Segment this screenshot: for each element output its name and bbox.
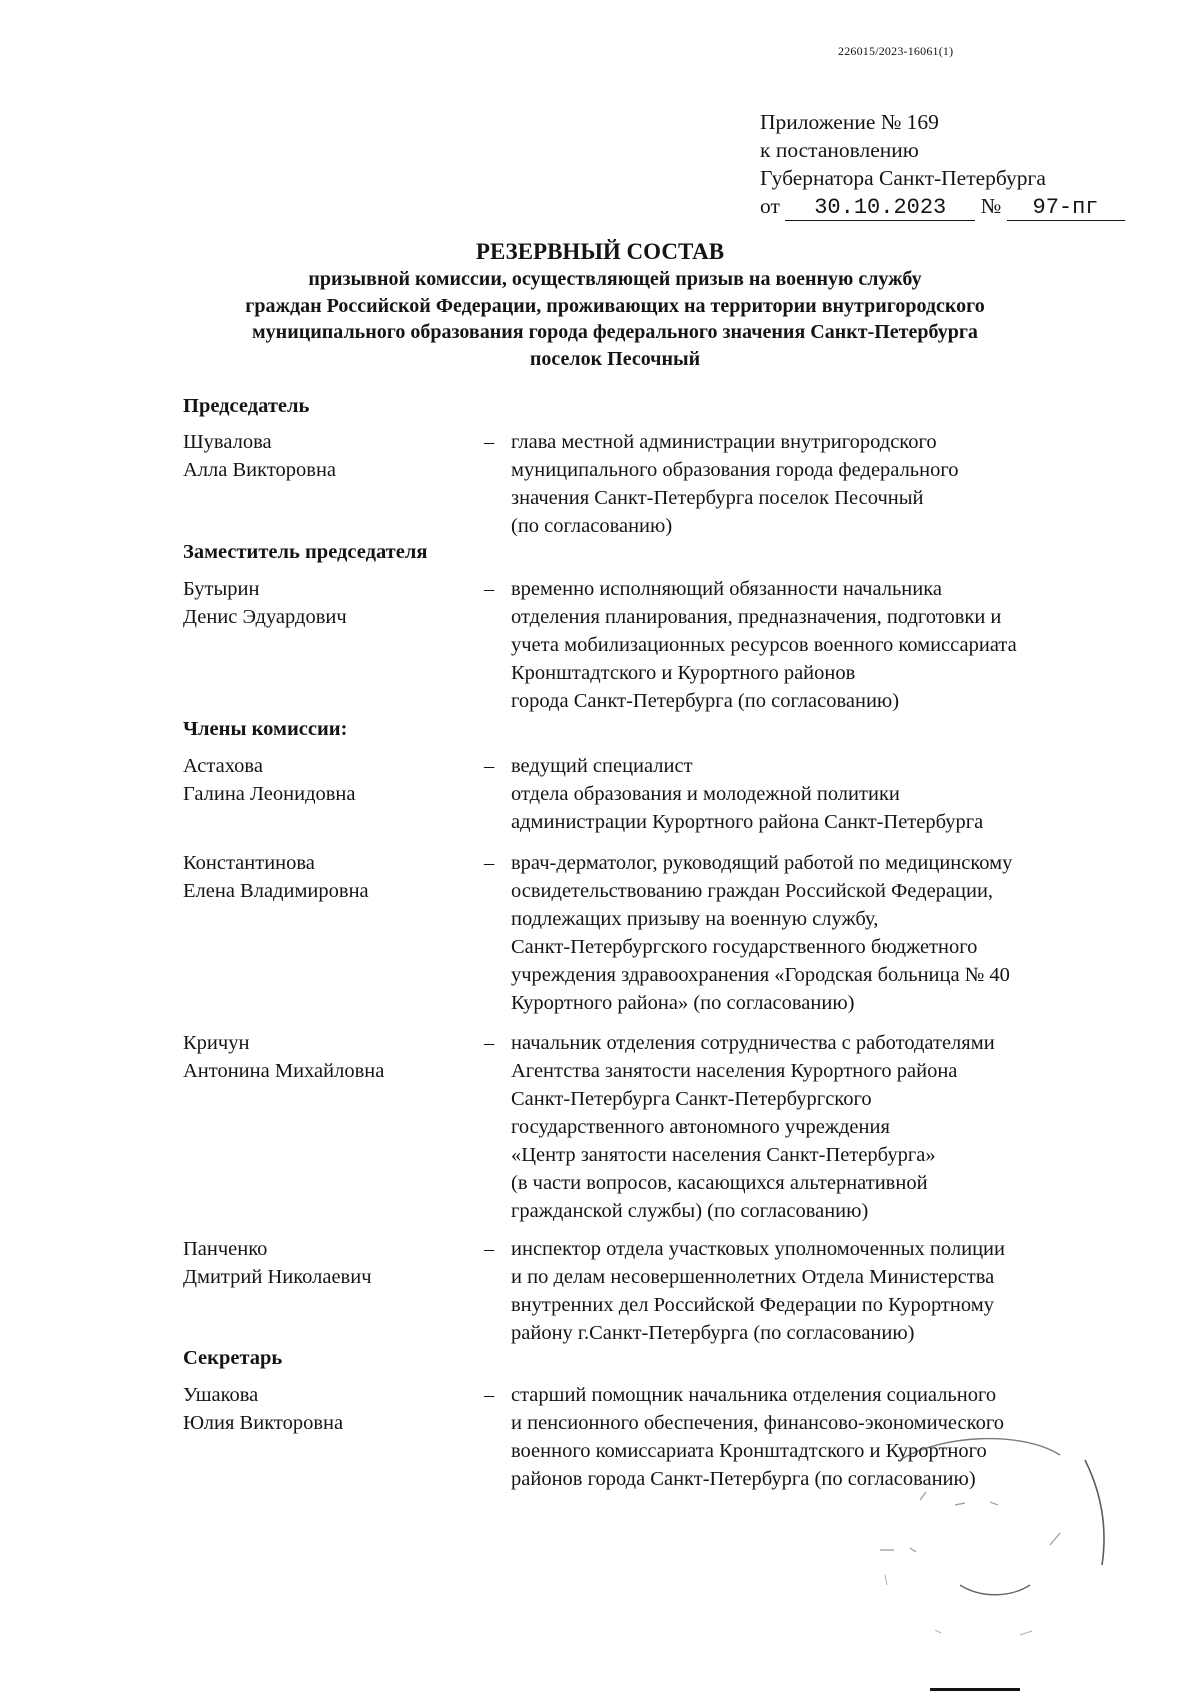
person-name [183,849,369,905]
person-surname: Астахова [183,755,263,777]
annex-decree-number: 97-пг [1007,196,1125,221]
person-role [511,849,1012,1017]
section-chairman: Председатель [183,395,310,417]
person-role [511,1029,995,1225]
role-line: Кронштадтского и Курортного районов [511,662,856,684]
subtitle-line: граждан Российской Федерации, проживающих на территории внутригородского [245,294,985,317]
dash-separator: – [484,852,495,874]
person-given-names: Антонина Михайловна [183,1060,385,1082]
person-surname: Константинова [183,852,315,874]
person-given-names: Галина Леонидовна [183,783,356,805]
document-subtitle [150,266,1080,372]
role-line: государственного автономного учреждения [511,1116,890,1138]
role-line: учреждения здравоохранения «Городская больница № 40 [511,964,1010,986]
role-line: Агентства занятости населения Курортного района [511,1060,958,1082]
person-surname: Шувалова [183,431,272,453]
annex-date-line [760,192,1125,221]
role-line: районов города Санкт-Петербурга (по согласованию) [511,1468,976,1490]
person-given-names: Елена Владимировна [183,880,369,902]
person-name [183,1235,372,1291]
annex-number-label: № [980,194,1002,218]
person-role [511,575,1017,715]
document-title: РЕЗЕРВНЫЙ СОСТАВ [475,239,725,264]
person-name [183,428,336,484]
role-line: Санкт-Петербургского государственного бюджетного [511,936,978,958]
person-role [511,428,959,540]
role-line: администрации Курортного района Санкт-Петербурга [511,811,984,833]
person-role [511,1235,1005,1347]
role-line: врач-дерматолог, руководящий работой по медицинскому [511,852,1013,874]
role-line: (в части вопросов, касающихся альтернативной [511,1172,928,1194]
dash-separator: – [484,431,495,453]
role-line: учета мобилизационных ресурсов военного комиссариата [511,634,1017,656]
role-line: гражданской службы) (по согласованию) [511,1200,869,1222]
role-line: военного комиссариата Кронштадтского и Курортного [511,1440,987,1462]
role-line: и по делам несовершеннолетних Отдела Министерства [511,1266,995,1288]
subtitle-line: муниципального образования города федерального значения Санкт-Петербурга [252,321,978,343]
role-line: глава местной администрации внутригородского [511,431,937,453]
subtitle-line: призывной комиссии, осуществляющей призыв на военную службу [308,268,922,290]
person-surname: Бутырин [183,578,260,600]
dash-separator: – [484,1238,495,1260]
person-name [183,575,347,631]
section-secretary: Секретарь [183,1347,283,1369]
person-name [183,1029,384,1085]
section-members: Члены комиссии: [183,718,348,740]
dash-separator: – [484,578,495,600]
person-name [183,1381,343,1437]
role-line: отделения планирования, предназначения, подготовки и [511,606,1002,628]
subtitle-line: поселок Песочный [529,347,701,370]
dash-separator: – [484,1384,495,1406]
person-given-names: Денис Эдуардович [183,606,347,628]
role-line: временно исполняющий обязанности начальника [511,578,942,600]
person-surname: Ушакова [183,1384,259,1406]
document-registration-number: 226015/2023-16061(1) [838,44,954,58]
section-deputy-chairman: Заместитель председателя [183,541,428,563]
annex-from-label: от [760,194,780,218]
dash-separator: – [484,755,495,777]
person-given-names: Алла Викторовна [183,459,337,481]
role-line: и пенсионного обеспечения, финансово-экономического [511,1412,1004,1434]
role-line: старший помощник начальника отделения социального [511,1384,997,1406]
role-line: города Санкт-Петербурга (по согласованию) [511,690,900,712]
person-surname: Панченко [183,1238,268,1260]
seal-stamp-mark [860,1430,1120,1660]
person-surname: Кричун [183,1032,250,1054]
role-line: (по согласованию) [511,515,673,537]
role-line: внутренних дел Российской Федерации по Курортному [511,1294,994,1316]
role-line: району г.Санкт-Петербурга (по согласованию) [511,1322,915,1344]
role-line: Курортного района» (по согласованию) [511,992,855,1014]
role-line: ведущий специалист [511,755,693,777]
role-line: освидетельствованию граждан Российской Федерации, [511,880,994,902]
role-line: начальник отделения сотрудничества с работодателями [511,1032,995,1054]
person-role [511,752,983,836]
role-line: муниципального образования города федерального [511,459,959,481]
role-line: Санкт-Петербурга Санкт-Петербургского [511,1088,872,1110]
role-line: инспектор отдела участковых уполномоченных полиции [511,1238,1005,1260]
annex-number: Приложение № 169 [760,110,939,134]
role-line: «Центр занятости населения Санкт-Петербурга» [511,1144,936,1166]
annex-block [760,108,1125,221]
page-edge-mark [930,1688,1020,1691]
role-line: подлежащих призыву на военную службу, [511,908,879,930]
dash-separator: – [484,1032,495,1054]
role-line: отдела образования и молодежной политики [511,783,900,805]
person-given-names: Юлия Викторовна [183,1412,344,1434]
person-name [183,752,356,808]
annex-issuer: Губернатора Санкт-Петербурга [760,166,1046,190]
annex-reference: к постановлению [760,138,919,162]
annex-date: 30.10.2023 [785,196,975,221]
person-given-names: Дмитрий Николаевич [183,1266,372,1288]
role-line: значения Санкт-Петербурга поселок Песочный [511,487,924,509]
